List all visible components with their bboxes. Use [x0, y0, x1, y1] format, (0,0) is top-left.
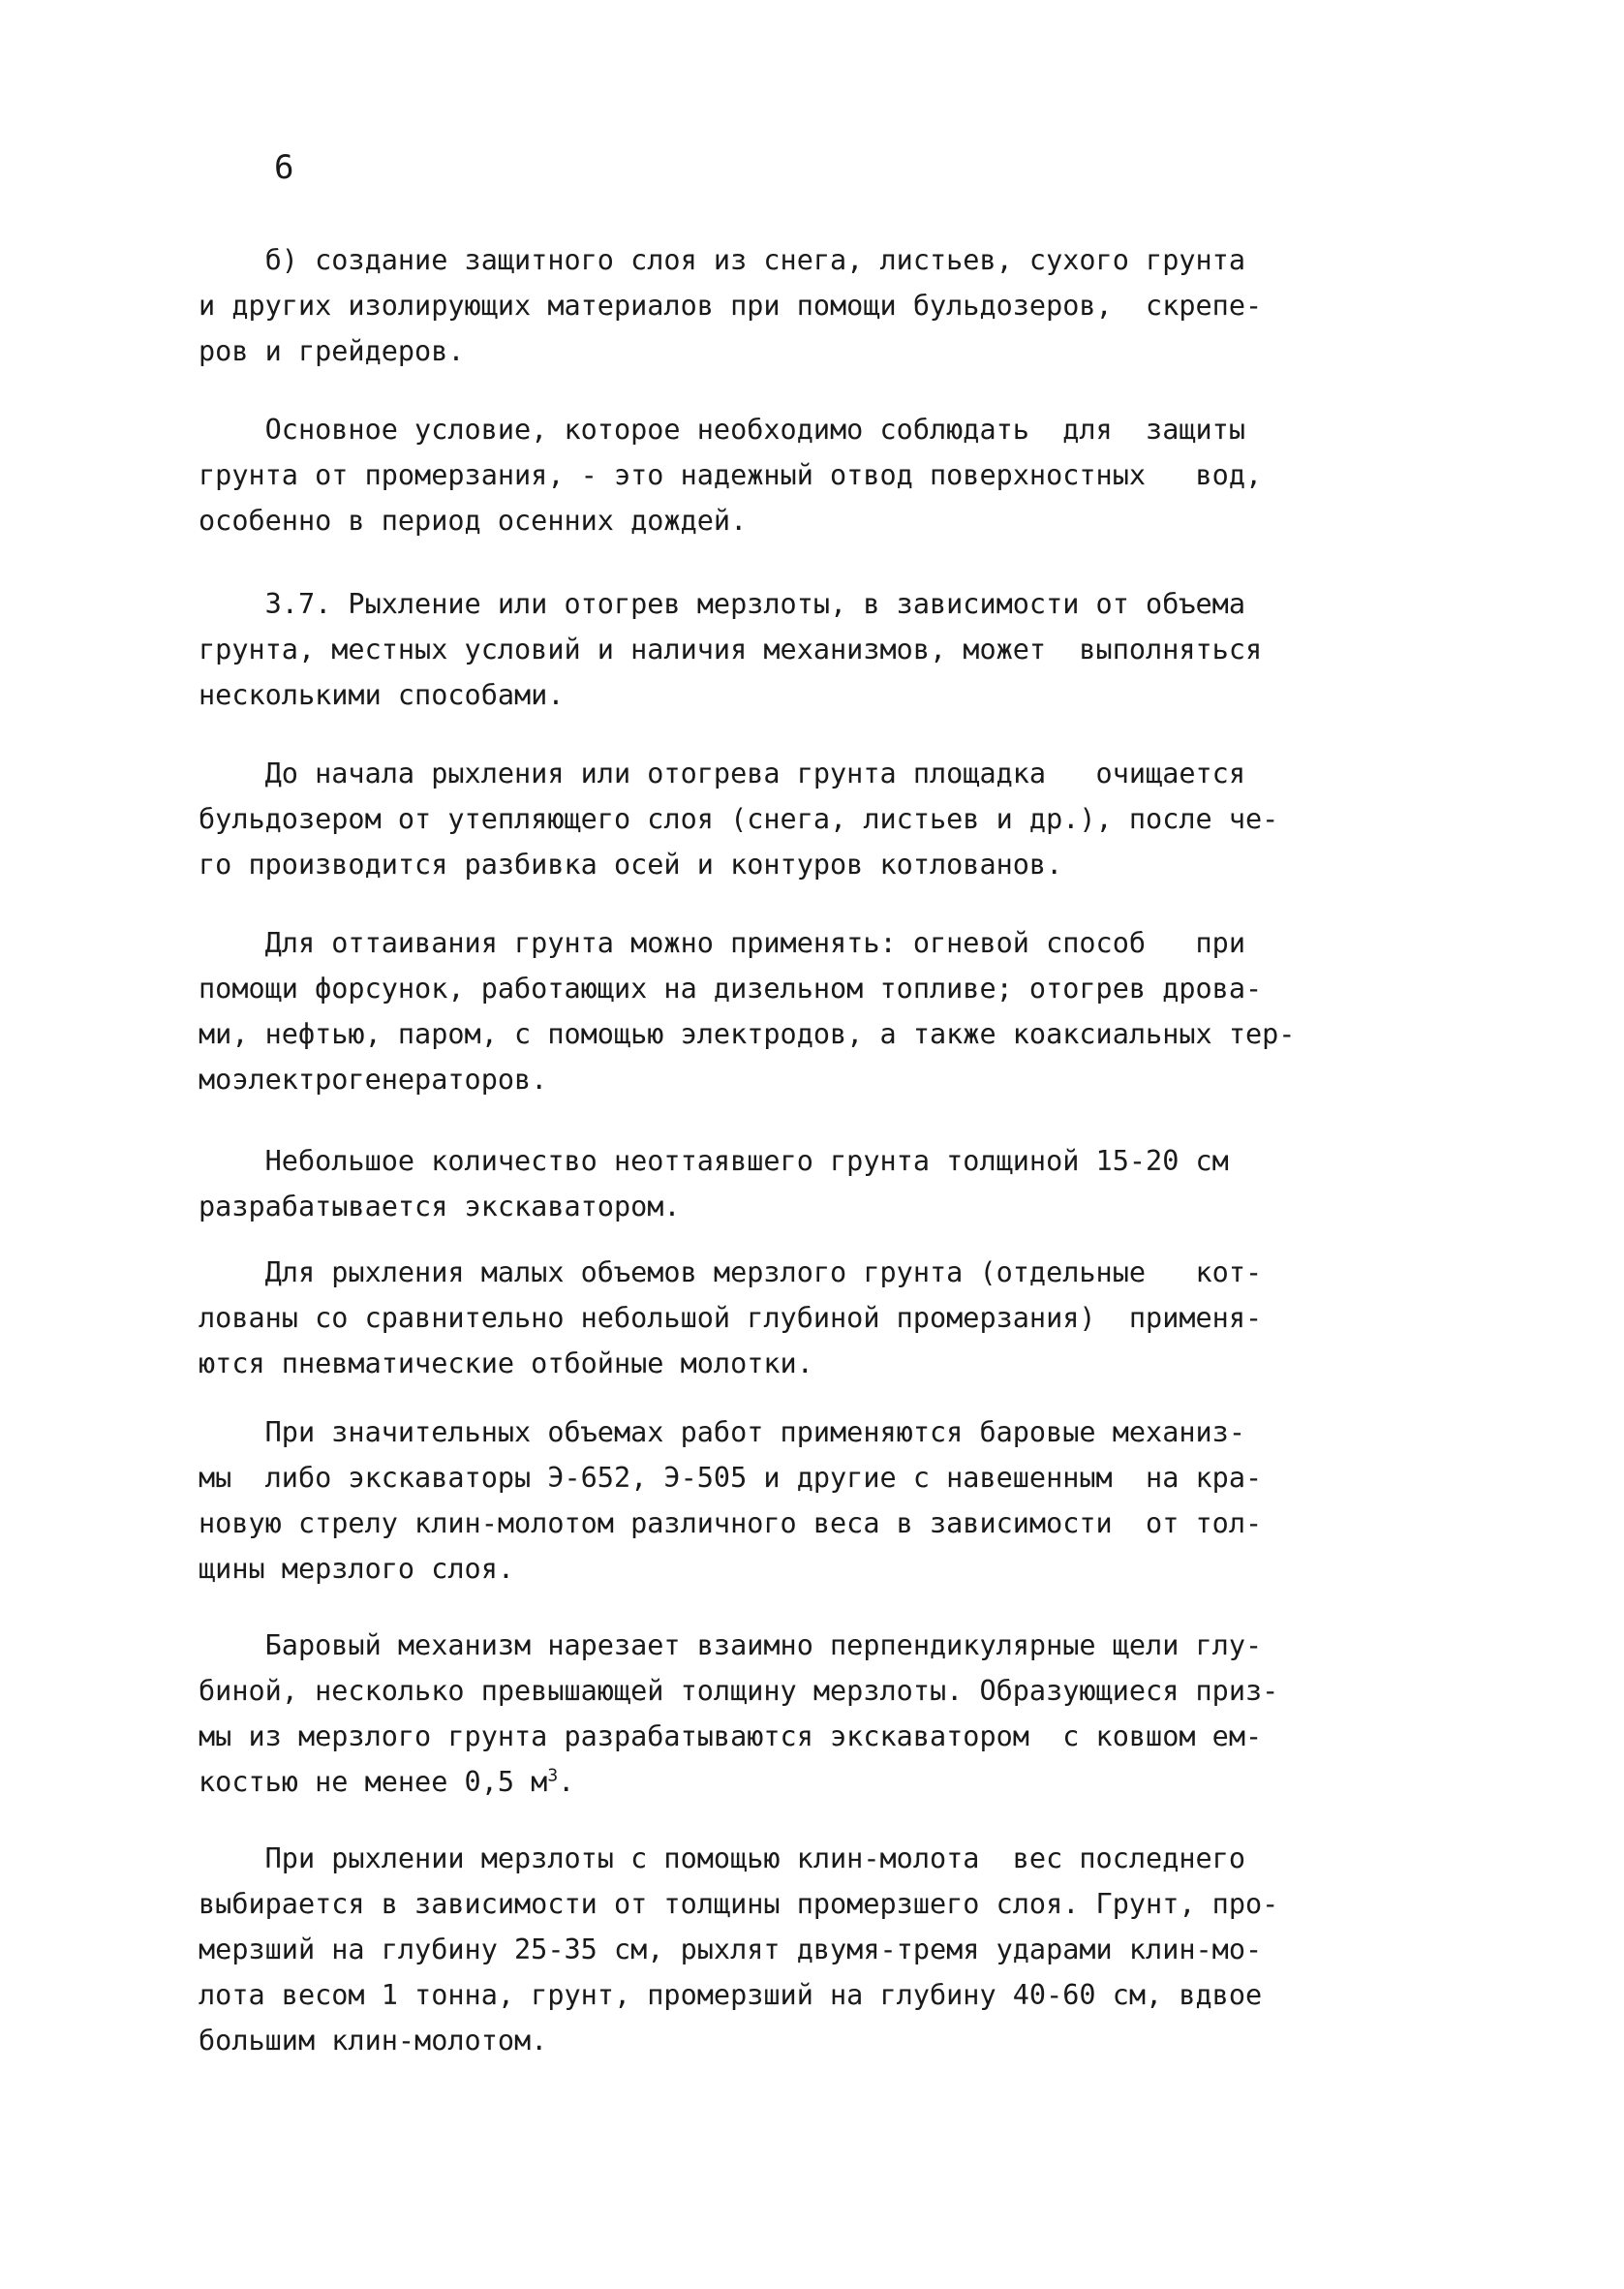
text-line: Основное условие, которое необходимо соблюдать для защиты: [199, 414, 1245, 446]
text-line: мы из мерзлого грунта разрабатываются экскаватором с ковшом ем-: [199, 1720, 1263, 1752]
text-line: большим клин-молотом.: [199, 2025, 548, 2057]
text-line: несколькими способами.: [199, 679, 565, 711]
paragraph-protective-layer: [199, 237, 1428, 374]
text-line: помощи форсунок, работающих на дизельном топливе; отогрев дрова-: [199, 973, 1263, 1005]
text-line: разрабатывается экскаватором.: [199, 1191, 681, 1222]
superscript: 3: [547, 1765, 559, 1786]
text-line: го производится разбивка осей и контуров котлованов.: [199, 849, 1063, 881]
text-line: ров и грейдеров.: [199, 335, 465, 367]
text-line: б) создание защитного слоя из снега, листьев, сухого грунта: [199, 244, 1245, 276]
text-line: грунта, местных условий и наличия механизмов, может выполняться: [199, 634, 1263, 665]
text-line: мерзший на глубину 25-35 см, рыхлят двумя-тремя ударами клин-мо-: [199, 1933, 1263, 1965]
text-line: выбирается в зависимости от толщины промерзшего слоя. Грунт, про-: [199, 1888, 1279, 1920]
text-line: щины мерзлого слоя.: [199, 1553, 515, 1585]
paragraph-thawing-methods: [199, 920, 1428, 1102]
text-line: Баровый механизм нарезает взаимно перпендикулярные щели глу-: [199, 1629, 1263, 1661]
text-line: и других изолирующих материалов при помощи бульдозеров, скрепе-: [199, 290, 1263, 322]
text-line: Для оттаивания грунта можно применять: огневой способ при: [199, 927, 1245, 959]
paragraph-section-3-7: [199, 581, 1428, 718]
text-line: моэлектрогенераторов.: [199, 1064, 548, 1096]
text-line: новую стрелу клин-молотом различного веса в зависимости от тол-: [199, 1507, 1263, 1539]
text-line: лота весом 1 тонна, грунт, промерзший на глубину 40-60 см, вдвое: [199, 1979, 1263, 2011]
paragraph-bar-machines: [199, 1409, 1428, 1592]
text-line: бульдозером от утепляющего слоя (снега, листьев и др.), после че-: [199, 803, 1279, 835]
paragraph-small-amount: [199, 1138, 1428, 1229]
text-fragment: .: [558, 1766, 575, 1798]
paragraph-site-clearing: [199, 751, 1428, 887]
text-line: ми, нефтью, паром, с помощью электродов, а также коаксиальных тер-: [199, 1018, 1296, 1050]
text-line: лованы со сравнительно небольшой глубиной промерзания) применя-: [199, 1302, 1263, 1334]
page-number: 6: [274, 148, 294, 187]
text-line-with-superscript: [199, 1759, 1428, 1805]
text-line: При значительных объемах работ применяются баровые механиз-: [199, 1416, 1245, 1448]
text-line: Небольшое количество неоттаявшего грунта толщиной 15-20 см: [199, 1145, 1229, 1177]
text-line: До начала рыхления или отогрева грунта площадка очищается: [199, 758, 1245, 789]
text-line: особенно в период осенних дождей.: [199, 505, 748, 537]
text-fragment: костью не менее 0,5 м: [199, 1766, 548, 1798]
paragraph-wedge-hammer: [199, 1836, 1428, 2063]
text-line: 3.7. Рыхление или отогрев мерзлоты, в зависимости от объема: [199, 588, 1245, 620]
text-line: Для рыхления малых объемов мерзлого грунта (отдельные кот-: [199, 1256, 1263, 1288]
paragraph-main-condition: [199, 407, 1428, 543]
text-line: мы либо экскаваторы Э-652, Э-505 и другие с навешенным на кра-: [199, 1462, 1263, 1494]
text-line: При рыхлении мерзлоты с помощью клин-молота вес последнего: [199, 1842, 1245, 1874]
text-line: грунта от промерзания, - это надежный отвод поверхностных вод,: [199, 459, 1263, 491]
text-line: биной, несколько превышающей толщину мерзлоты. Образующиеся приз-: [199, 1675, 1279, 1707]
text-line: ются пневматические отбойные молотки.: [199, 1347, 813, 1379]
paragraph-pneumatic-hammers: [199, 1250, 1428, 1386]
paragraph-bar-mechanism: [199, 1623, 1428, 1805]
